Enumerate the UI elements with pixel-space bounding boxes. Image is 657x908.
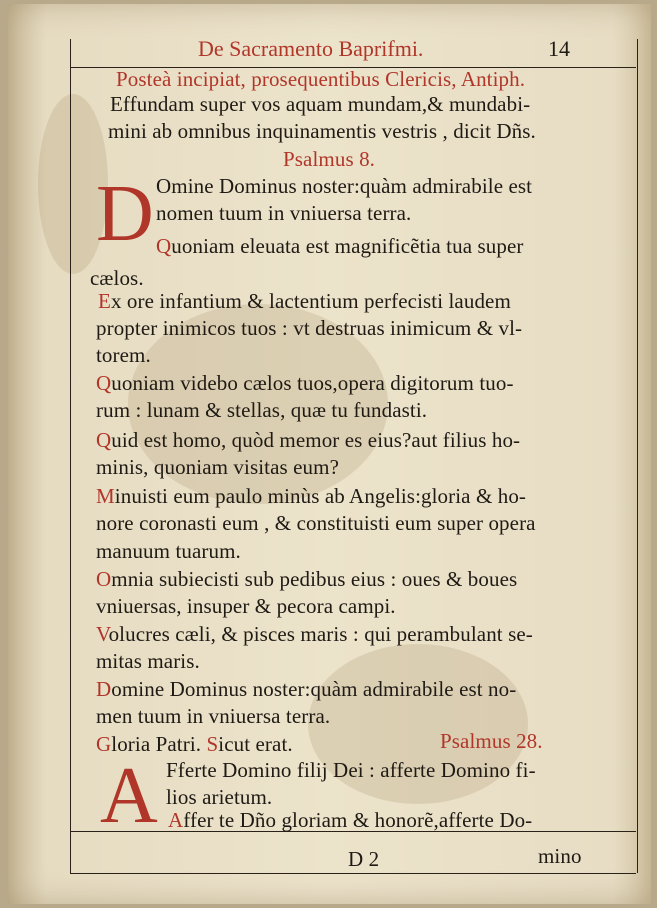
drop-cap-a: A bbox=[100, 752, 158, 840]
verse-6-line-2: nore coronasti eum , & constituisti eum super opera bbox=[96, 511, 536, 535]
verse-9-line-2: men tuum in vniuersa terra. bbox=[96, 704, 331, 728]
verse-2-line-1: Quoniam eleuata est magnificẽtia tua super bbox=[156, 234, 524, 258]
antiphon-line-2: mini ab omnibus inquinamentis vestris , dicit Dñs. bbox=[108, 119, 536, 143]
verse-4-line-2: rum : lunam & stellas, quæ tu fundasti. bbox=[96, 398, 428, 422]
verse-8-line-2: mitas maris. bbox=[96, 649, 200, 673]
antiphon-line-1: Effundam super vos aquam mundam,& mundabi- bbox=[110, 92, 531, 116]
psalm-28-line-2: lios arietum. bbox=[166, 785, 273, 809]
verse-9-line-1: Domine Dominus noster:quàm admirabile est no- bbox=[96, 677, 517, 701]
verse-8-line-1: Volucres cæli, & pisces maris : qui perambulant se- bbox=[96, 622, 533, 646]
verse-7-line-2: vniuersas, insuper & pecora campi. bbox=[96, 594, 396, 618]
bottom-rule bbox=[70, 873, 636, 874]
verse-6-line-1: Minuisti eum paulo minùs ab Angelis:gloria & ho- bbox=[96, 484, 527, 508]
verse-3-line-1: Ex ore infantium & lactentium perfecisti laudem bbox=[98, 289, 511, 313]
book-page bbox=[8, 4, 651, 904]
verse-2-line-2: cælos. bbox=[90, 266, 144, 290]
page-number: 14 bbox=[548, 36, 570, 61]
verse-4-line-1: Quoniam videbo cælos tuos,opera digitorum tuo- bbox=[96, 371, 514, 395]
antiphon-rubric: Posteà incipiat, prosequentibus Clericis, Antiph. bbox=[116, 67, 526, 91]
psalm-8-heading: Psalmus 8. bbox=[283, 147, 376, 171]
psalm-28-line-1: Fferte Domino filij Dei : afferte Domino fi- bbox=[166, 758, 536, 782]
psalm-28-heading: Psalmus 28. bbox=[440, 729, 543, 753]
signature-mark: D 2 bbox=[348, 847, 380, 871]
catchword: mino bbox=[538, 844, 582, 868]
psalm-28-line-3: Affer te Dño gloriam & honorẽ,afferte Do- bbox=[168, 808, 533, 832]
running-title: De Sacramento Baprifmi. bbox=[198, 36, 424, 61]
verse-1-line-1: Omine Dominus noster:quàm admirabile est bbox=[156, 174, 533, 198]
verse-3-line-2: propter inimicos tuos : vt destruas inimicum & vl- bbox=[96, 316, 523, 340]
verse-7-line-1: Omnia subiecisti sub pedibus eius : oues & boues bbox=[96, 567, 518, 591]
verse-3-line-3: torem. bbox=[96, 343, 151, 367]
drop-cap-d: D bbox=[96, 170, 154, 258]
verse-1-line-2: nomen tuum in vniuersa terra. bbox=[156, 201, 412, 225]
verse-6-line-3: manuum tuarum. bbox=[96, 539, 241, 563]
gloria-line: Gloria Patri. Sicut erat. bbox=[96, 732, 293, 756]
verse-5-line-1: Quid est homo, quòd memor es eius?aut filius ho- bbox=[96, 428, 521, 452]
verse-5-line-2: minis, quoniam visitas eum? bbox=[96, 455, 340, 479]
